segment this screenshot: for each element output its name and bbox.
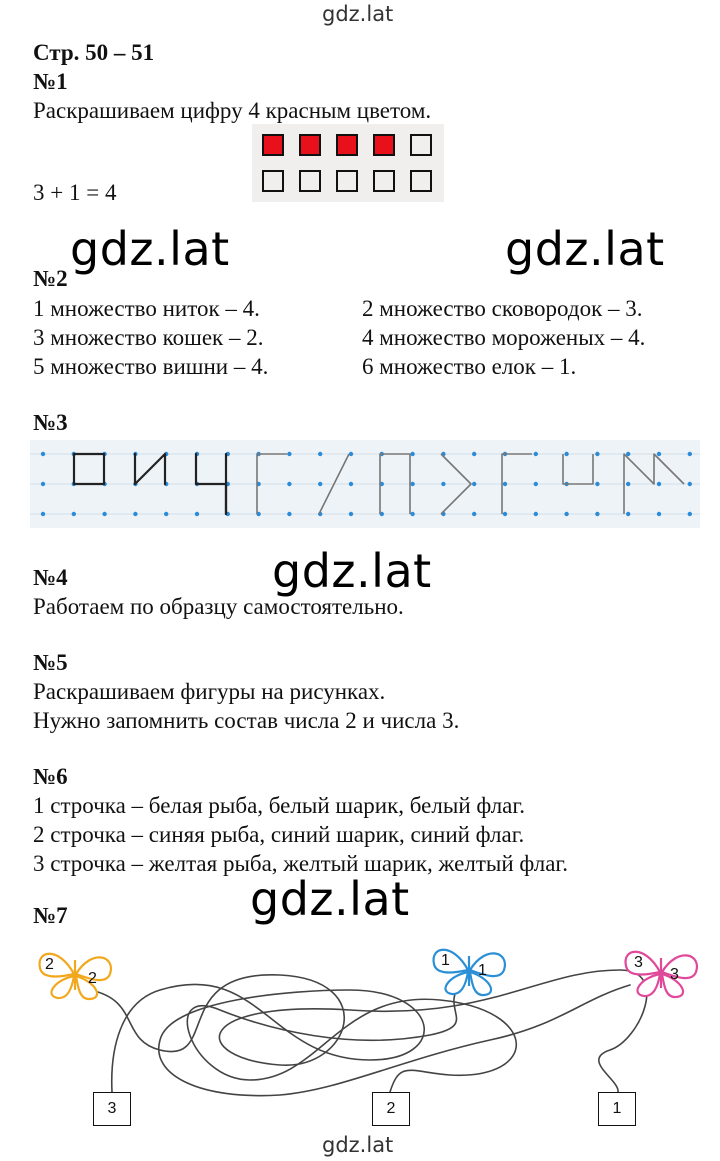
- grid-dot: [349, 452, 353, 456]
- task1-grid: [252, 124, 444, 202]
- task4-heading: №4: [33, 565, 68, 590]
- task5-heading: №5: [33, 650, 68, 675]
- grid-dot: [349, 482, 353, 486]
- butterfly-digit: 1: [441, 952, 450, 969]
- butterfly-digit: 3: [634, 954, 643, 971]
- grid-dot: [41, 482, 45, 486]
- grid-dot: [349, 512, 353, 516]
- grid-cell-empty: [410, 134, 432, 156]
- grid-cell-filled: [299, 134, 321, 156]
- grid-dot: [626, 482, 630, 486]
- grid-dot: [503, 512, 507, 516]
- task5-line: Нужно запомнить состав числа 2 и числа 3.: [33, 708, 460, 733]
- grid-dot: [595, 482, 599, 486]
- grid-dot: [503, 482, 507, 486]
- watermark: gdz.lat: [250, 872, 410, 926]
- grid-cell-empty: [410, 170, 432, 192]
- task1-text: Раскрашиваем цифру 4 красным цветом.: [33, 98, 432, 123]
- grid-dot: [72, 512, 76, 516]
- grid-dot: [410, 482, 414, 486]
- grid-dot: [534, 482, 538, 486]
- task4-text: Работаем по образцу самостоятельно.: [33, 594, 404, 619]
- grid-dot: [410, 512, 414, 516]
- butterfly-digit: 1: [478, 962, 487, 979]
- butterfly-pink: [620, 942, 704, 1002]
- butterfly-digit: 2: [88, 970, 97, 987]
- grid-dot: [287, 452, 291, 456]
- task2-item: 5 множество вишни – 4.: [33, 354, 269, 379]
- grid-dot: [688, 482, 692, 486]
- task3-dot-grid-figures: [30, 440, 700, 528]
- grid-dot: [195, 512, 199, 516]
- grid-cell-empty: [299, 170, 321, 192]
- grid-dot: [41, 452, 45, 456]
- butterfly-orange: [34, 944, 118, 1004]
- watermark: gdz.lat: [70, 222, 230, 276]
- task3-heading: №3: [33, 410, 68, 435]
- task6-heading: №6: [33, 764, 68, 789]
- grid-dot: [534, 452, 538, 456]
- grid-dot: [564, 512, 568, 516]
- grid-dot: [287, 482, 291, 486]
- task2-item: 3 множество кошек – 2.: [33, 325, 264, 350]
- task1-heading: №1: [33, 69, 68, 94]
- grid-dot: [657, 452, 661, 456]
- grid-dot: [564, 452, 568, 456]
- grid-cell-empty: [373, 170, 395, 192]
- butterfly-blue: [428, 940, 512, 1000]
- grid-dot: [657, 512, 661, 516]
- grid-dot: [102, 512, 106, 516]
- task2-item: 4 множество мороженых – 4.: [362, 325, 646, 350]
- task6-line: 3 строчка – желтая рыба, желтый шарик, желтый флаг.: [33, 851, 568, 876]
- butterfly-digit: 2: [45, 956, 54, 973]
- task1-equation: 3 + 1 = 4: [33, 180, 117, 205]
- grid-dot: [441, 482, 445, 486]
- grid-dot: [472, 452, 476, 456]
- site-footer[interactable]: gdz.lat: [322, 1133, 394, 1157]
- answer-box: 1: [598, 1092, 636, 1126]
- grid-dot: [688, 452, 692, 456]
- watermark: gdz.lat: [505, 222, 665, 276]
- grid-dot: [410, 452, 414, 456]
- task5-line: Раскрашиваем фигуры на рисунках.: [33, 679, 386, 704]
- grid-dot: [41, 512, 45, 516]
- grid-dot: [688, 512, 692, 516]
- task2-heading: №2: [33, 266, 68, 291]
- answer-box: 3: [93, 1092, 131, 1126]
- grid-cell-empty: [262, 170, 284, 192]
- grid-dot: [595, 452, 599, 456]
- grid-dot: [287, 512, 291, 516]
- grid-dot: [472, 482, 476, 486]
- task7-heading: №7: [33, 903, 68, 928]
- grid-dot: [164, 512, 168, 516]
- task2-item: 6 множество елок – 1.: [362, 354, 577, 379]
- task2-item: 2 множество сковородок – 3.: [362, 296, 643, 321]
- grid-dot: [595, 512, 599, 516]
- answer-box: 2: [372, 1092, 410, 1126]
- grid-cell-filled: [262, 134, 284, 156]
- grid-cell-filled: [373, 134, 395, 156]
- grid-dot: [626, 512, 630, 516]
- grid-dot: [534, 512, 538, 516]
- task6-line: 1 строчка – белая рыба, белый шарик, белый флаг.: [33, 793, 525, 818]
- watermark: gdz.lat: [272, 544, 432, 598]
- grid-dot: [318, 452, 322, 456]
- site-header[interactable]: gdz.lat: [322, 2, 394, 26]
- butterfly-digit: 3: [670, 966, 679, 983]
- grid-dot: [133, 512, 137, 516]
- page-reference: Стр. 50 – 51: [33, 40, 155, 65]
- grid-cell-filled: [336, 134, 358, 156]
- grid-cell-empty: [336, 170, 358, 192]
- task6-line: 2 строчка – синяя рыба, синий шарик, синий флаг.: [33, 822, 525, 847]
- task2-item: 1 множество ниток – 4.: [33, 296, 260, 321]
- grid-dot: [657, 482, 661, 486]
- grid-dot: [318, 482, 322, 486]
- grid-dot: [472, 512, 476, 516]
